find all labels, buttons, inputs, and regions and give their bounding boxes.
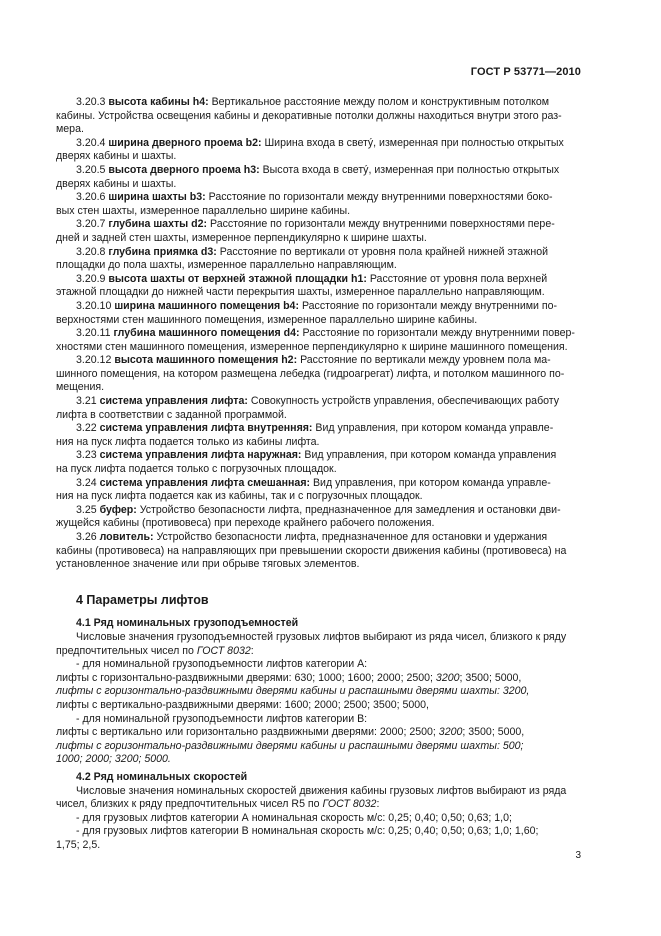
list-item: 1000; 2000; 3200; 5000. bbox=[56, 753, 171, 766]
definition-item bbox=[56, 137, 583, 164]
definition-term: система управления лифта внутренняя: bbox=[99, 422, 313, 435]
definition-item bbox=[56, 218, 583, 245]
paragraph-line: Числовые значения номинальных скоростей движения кабины грузовых лифтов выбирают из ряда bbox=[76, 784, 567, 797]
subsection-4-1-body bbox=[56, 631, 583, 767]
definition-line: дверях кабины и шахты. bbox=[56, 177, 177, 190]
definition-term: высота кабины h4: bbox=[108, 96, 209, 108]
page-number: 3 bbox=[575, 850, 581, 861]
definition-line: верхностями стен машинного помещения, измеренное параллельно ширине кабины. bbox=[56, 313, 478, 326]
definition-line: 3.20.6 ширина шахты b3: Расстояние по горизонтали между внутренними поверхностями бoко- bbox=[76, 191, 553, 204]
paragraph-line: Числовые значения грузоподъемностей грузовых лифтов выбирают из ряда чисел, близкого к ряду bbox=[76, 630, 567, 643]
definition-line: мера. bbox=[56, 123, 84, 136]
section-title: 4 Параметры лифтов bbox=[76, 592, 209, 607]
definition-line: на пуск лифта подается только с погрузочных площадок. bbox=[56, 463, 337, 476]
definition-line: 3.20.10 ширина машинного помещения b4: Расстояние по горизонтали между внутренними по- bbox=[76, 299, 558, 312]
list-item: лифты с горизонтально-раздвижными дверями: 630; 1000; 1600; 2000; 2500; 3200; 3500; 5000, bbox=[56, 671, 522, 684]
definition-line: жущейся кабины (противовеса) при переходе крайнего рабочего положения. bbox=[56, 517, 435, 530]
definition-item bbox=[56, 164, 583, 191]
definition-line: 3.20.9 высота шахты от верхней этажной площадки h1: Расстояние от уровня пола верхней bbox=[76, 272, 548, 285]
definition-item bbox=[56, 449, 583, 476]
definition-item bbox=[56, 273, 583, 300]
definition-line: дней и задней стен шахты, измеренное перпендикулярно к ширине шахты. bbox=[56, 231, 427, 244]
definition-line: хностями стен машинного помещения, измеренное перпендикулярно к ширине машинного помещения. bbox=[56, 340, 568, 353]
definition-number: 3.26 bbox=[76, 531, 97, 543]
definition-line: ния на пуск лифта подается только из кабины лифта. bbox=[56, 435, 320, 448]
definition-line: дверях кабины и шахты. bbox=[56, 150, 177, 163]
definition-number: 3.20.10 bbox=[76, 299, 112, 312]
subsection-4-2-body bbox=[56, 785, 583, 853]
definition-number: 3.20.9 bbox=[76, 272, 106, 285]
definition-term: высота шахты от верхней этажной площадки h1: bbox=[108, 272, 367, 285]
document-body bbox=[56, 96, 583, 852]
definition-term: буфер: bbox=[99, 503, 137, 516]
definition-number: 3.20.6 bbox=[76, 191, 106, 204]
definition-line: 3.20.3 высота кабины h4: Вертикальное расстояние между полом и конструктивным потолком bbox=[76, 96, 550, 108]
definition-line: вых стен шахты, измеренное параллельно ширине кабины. bbox=[56, 204, 351, 217]
definition-number: 3.20.3 bbox=[76, 96, 106, 108]
definition-term: ширина машинного помещения b4: bbox=[114, 299, 299, 312]
definition-number: 3.24 bbox=[76, 476, 97, 489]
definition-term: система управления лифта: bbox=[99, 395, 248, 408]
list-item: лифты с горизонтально-раздвижными дверями кабины и распашными дверями шахты: 500; bbox=[56, 739, 524, 752]
list-item: 1,75; 2,5. bbox=[56, 838, 101, 851]
list-item: - для грузовых лифтов категории В номинальная скорость м/с: 0,25; 0,40; 0,50; 0,63; 1,0; 1,60; bbox=[76, 825, 539, 838]
definition-term: высота машинного помещения h2: bbox=[114, 354, 298, 367]
definition-term: ширина дверного проема b2: bbox=[108, 136, 262, 149]
list-item: - для номинальной грузоподъемности лифтов категории В: bbox=[76, 712, 368, 725]
definition-line: 3.26 ловитель: Устройство безопасности лифта, предназначенное для остановки и удержания bbox=[76, 531, 548, 543]
definition-item bbox=[56, 327, 583, 354]
list-item: - для номинальной грузоподъемности лифтов категории А: bbox=[76, 658, 368, 671]
definition-item bbox=[56, 395, 583, 422]
definition-line: 3.21 система управления лифта: Совокупность устройств управления, обеспечивающих работу bbox=[76, 395, 560, 408]
definition-term: система управления лифта смешанная: bbox=[99, 476, 311, 489]
definition-number: 3.20.5 bbox=[76, 163, 106, 176]
list-item: лифты с горизонтально-раздвижными дверями кабины и распашными дверями шахты: 3200, bbox=[56, 685, 530, 698]
definition-line: 3.20.8 глубина приямка d3: Расстояние по вертикали от уровня пола крайней нижней этажной bbox=[76, 245, 549, 258]
definition-number: 3.22 bbox=[76, 422, 97, 435]
definition-item bbox=[56, 354, 583, 395]
definition-line: шинного помещения, на котором размещена лебедка (гидроагрегат) лифта, и потолком машинного по- bbox=[56, 367, 565, 380]
definitions-list bbox=[56, 96, 583, 572]
definition-term: высота дверного проема h3: bbox=[108, 163, 260, 176]
definition-line: лифта в соответствии с заданной программой. bbox=[56, 408, 287, 421]
definition-line: 3.23 система управления лифта наружная: Вид управления, при котором команда управления bbox=[76, 449, 557, 462]
definition-line: этажной площадки до нижней части перекрытия шахты, измеренное параллельно направляющим. bbox=[56, 286, 545, 299]
definition-line: 3.20.7 глубина шахты d2: Расстояние по горизонтали между внутренними поверхностями пере- bbox=[76, 218, 555, 231]
definition-item bbox=[56, 96, 583, 137]
definition-line: кабины (противовеса) на направляющих при превышении скорости движения кабины (противовеса) на bbox=[56, 544, 567, 557]
definition-line: ния на пуск лифта подается как из кабины, так и с погрузочных площадок. bbox=[56, 490, 423, 503]
definition-line: 3.20.4 ширина дверного проема b2: Ширина входа в светý, измеренная при полностью открытых bbox=[76, 136, 564, 149]
definition-item bbox=[56, 531, 583, 572]
list-item: - для грузовых лифтов категории А номинальная скорость м/с: 0,25; 0,40; 0,50; 0,63; 1,0; bbox=[76, 811, 512, 824]
definition-term: глубина шахты d2: bbox=[108, 218, 208, 231]
definition-term: система управления лифта наружная: bbox=[99, 449, 302, 462]
definition-term: ширина шахты b3: bbox=[108, 191, 206, 204]
list-item: лифты с вертикально или горизонтально раздвижными дверями: 2000; 2500; 3200; 3500; 5000, bbox=[56, 726, 525, 739]
definition-item bbox=[56, 300, 583, 327]
definition-line: мещения. bbox=[56, 381, 105, 394]
definition-number: 3.25 bbox=[76, 503, 97, 516]
definition-line: 3.20.5 высота дверного проема h3: Высота входа в светý, измеренная при полностью открытых bbox=[76, 163, 560, 176]
definition-line: установленное значение или при обрыве тяговых элементов. bbox=[56, 558, 360, 571]
definition-item bbox=[56, 246, 583, 273]
definition-line: 3.22 система управления лифта внутренняя: Вид управления, при котором команда управле- bbox=[76, 422, 554, 435]
definition-item bbox=[56, 477, 583, 504]
definition-number: 3.20.7 bbox=[76, 218, 106, 231]
definition-term: глубина приямка d3: bbox=[108, 245, 217, 258]
subsection-title-4-1: 4.1 Ряд номинальных грузоподъемностей bbox=[76, 617, 299, 630]
definition-term: ловитель: bbox=[99, 531, 154, 543]
definition-line: площадки до пола шахты, измеренное параллельно направляющим. bbox=[56, 259, 397, 272]
definition-item bbox=[56, 422, 583, 449]
definition-number: 3.20.12 bbox=[76, 354, 112, 367]
paragraph-line: предпочтительных чисел по ГОСТ 8032: bbox=[56, 644, 254, 657]
definition-line: 3.24 система управления лифта смешанная: Вид управления, при котором команда управле- bbox=[76, 476, 551, 489]
definition-number: 3.20.4 bbox=[76, 136, 106, 149]
subsection-title-4-2: 4.2 Ряд номинальных скоростей bbox=[76, 770, 248, 783]
definition-number: 3.21 bbox=[76, 395, 97, 408]
definition-number: 3.23 bbox=[76, 449, 97, 462]
paragraph-line: чисел, близких к ряду предпочтительных чисел R5 по ГОСТ 8032: bbox=[56, 798, 380, 811]
definition-item bbox=[56, 191, 583, 218]
definition-number: 3.20.8 bbox=[76, 245, 106, 258]
definition-line: кабины. Устройства освещения кабины и декоративные потолки должны находиться внутри этого раз- bbox=[56, 109, 562, 122]
definition-line: 3.20.11 глубина машинного помещения d4: Расстояние по горизонтали между внутренними повер- bbox=[76, 327, 575, 340]
definition-item bbox=[56, 504, 583, 531]
definition-number: 3.20.11 bbox=[76, 327, 111, 340]
definition-line: 3.25 буфер: Устройство безопасности лифта, предназначенное для замедления и остановки дви- bbox=[76, 503, 561, 516]
document-standard-id: ГОСТ Р 53771—2010 bbox=[470, 66, 581, 78]
definition-term: глубина машинного помещения d4: bbox=[113, 327, 300, 340]
definition-line: 3.20.12 высота машинного помещения h2: Расстояние по вертикали между уровнем пола ма- bbox=[76, 354, 551, 367]
list-item: лифты с вертикально-раздвижными дверями: 1600; 2000; 2500; 3500; 5000, bbox=[56, 698, 430, 711]
